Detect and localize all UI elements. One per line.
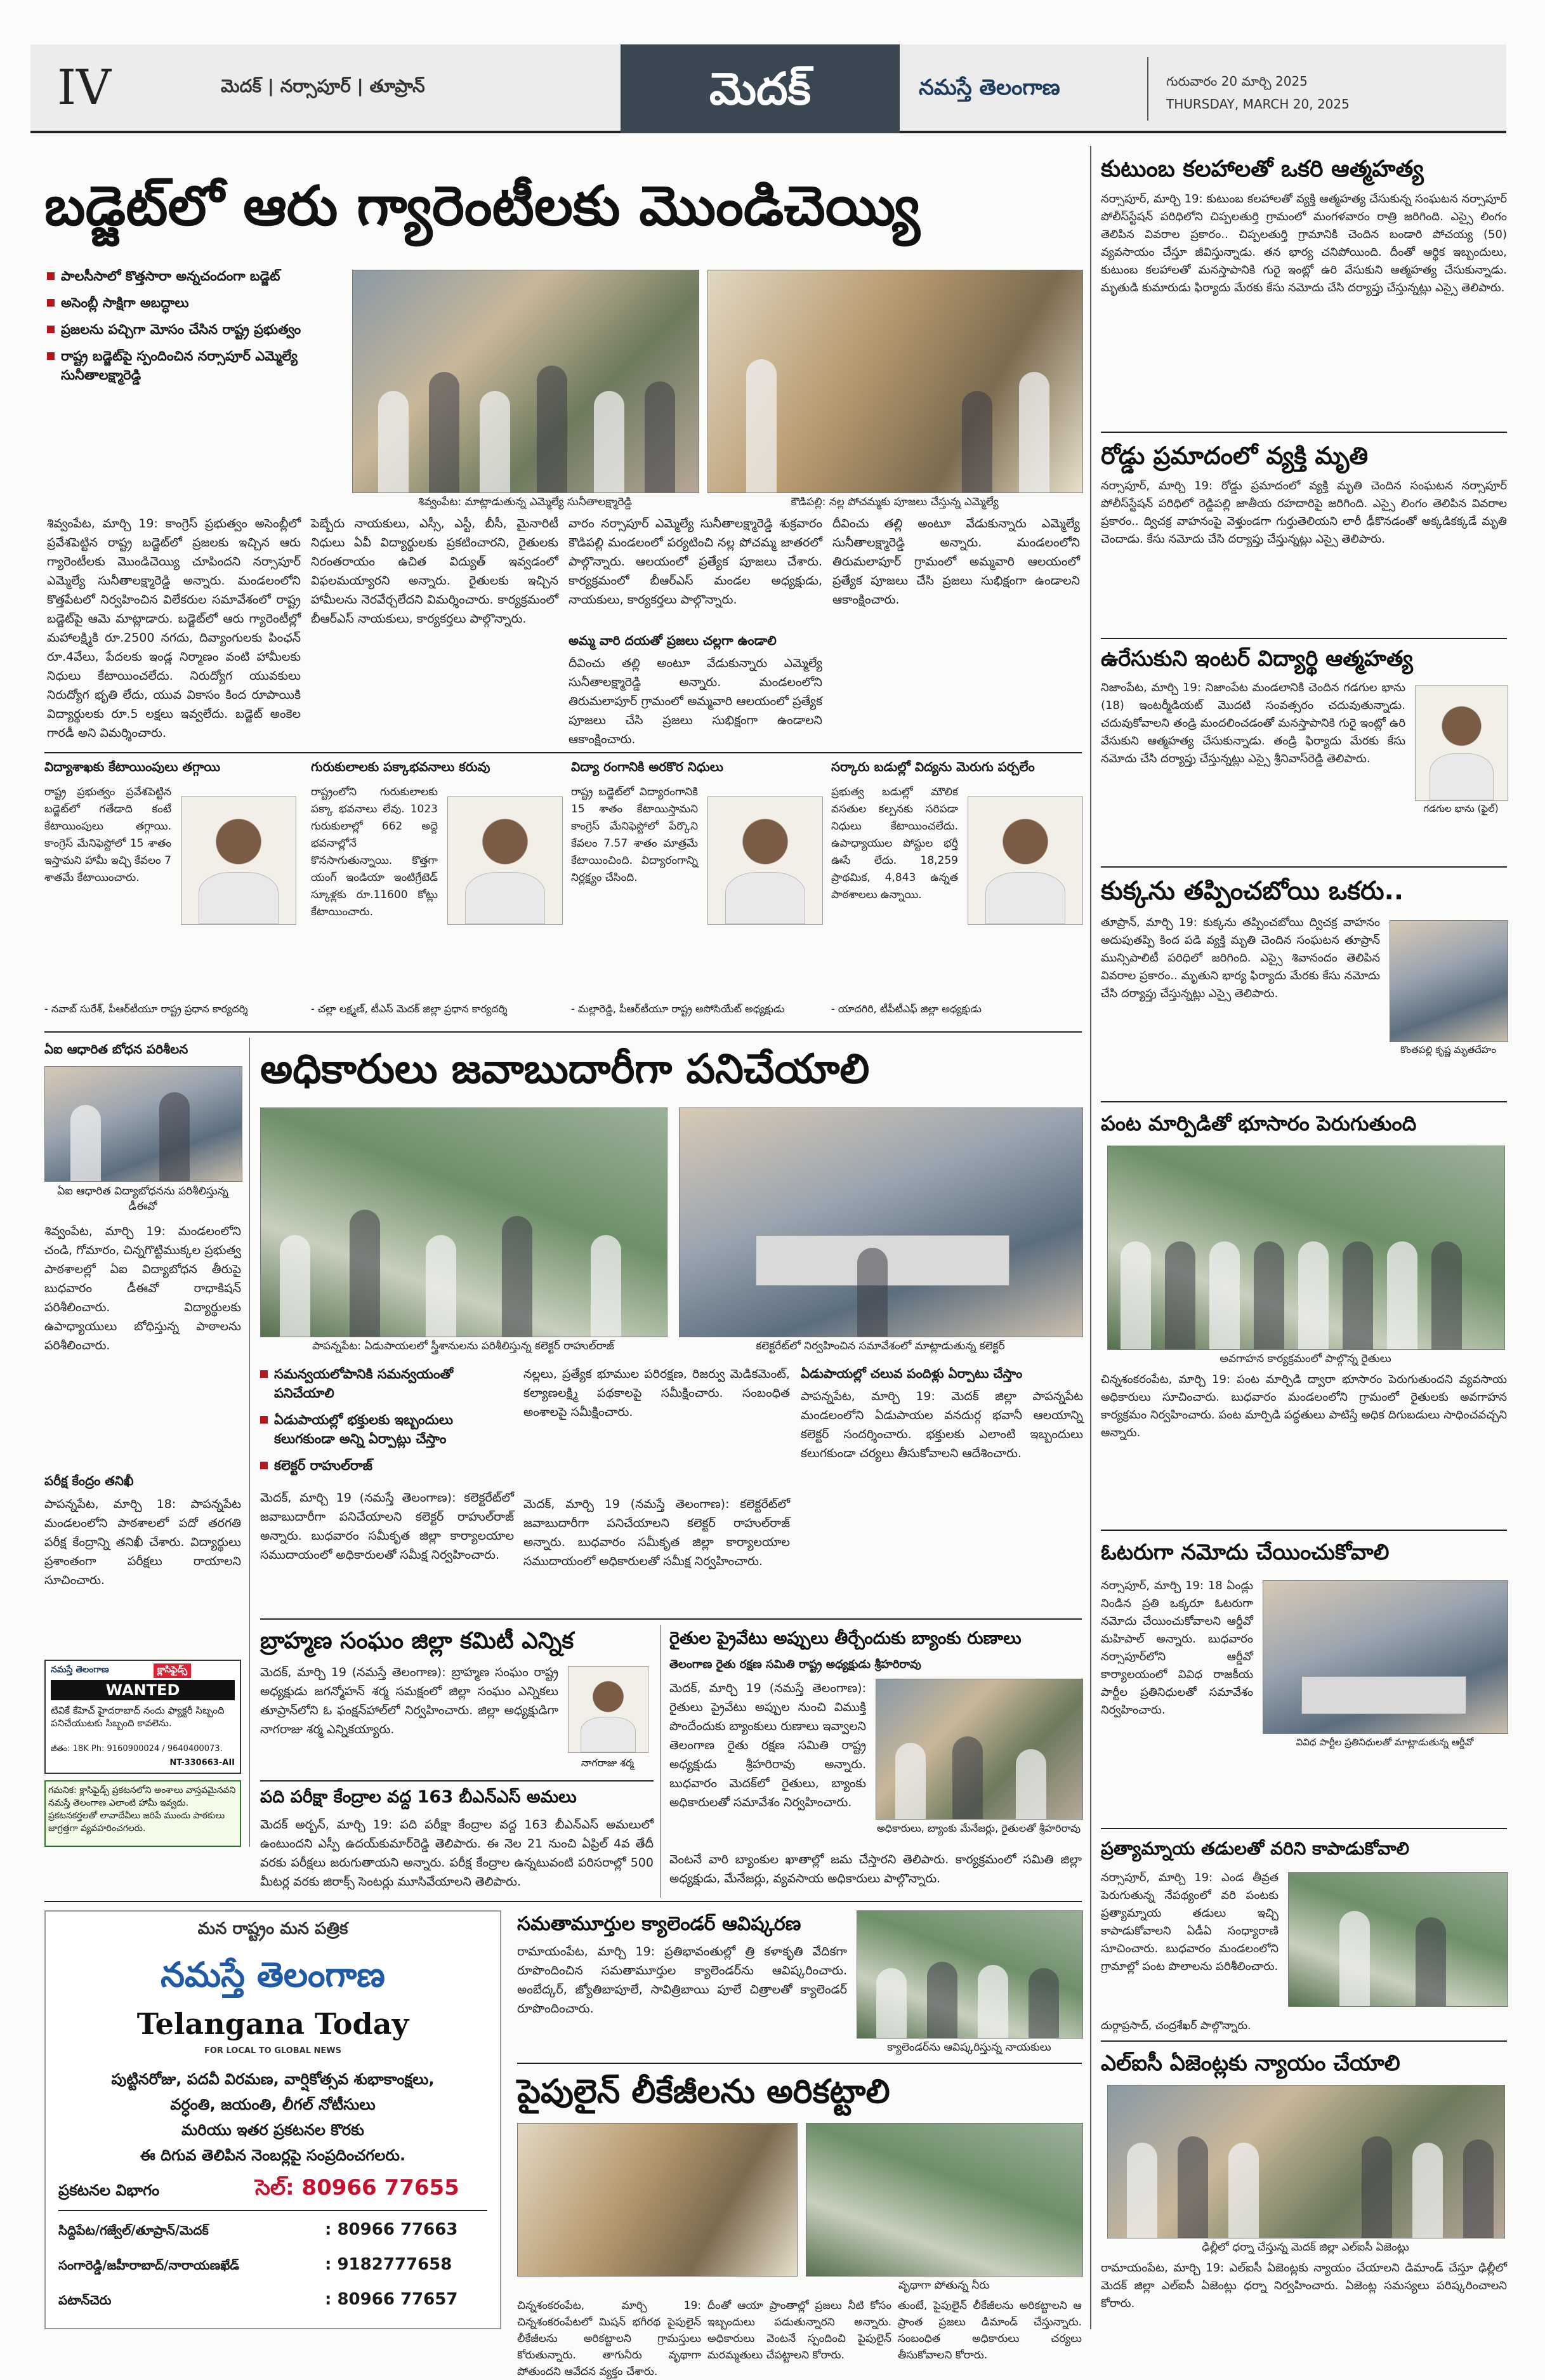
classified-tag: క్లాసిఫైడ్స్	[154, 1663, 191, 1678]
quote-portrait	[181, 797, 296, 925]
quote-text: రాష్ట్ర ప్రభుత్వం ప్రవేశపెట్టిన బడ్జెట్‌లో గతేడాది కంటే కేటాయింపులు తగ్గాయి. కాంగ్రెస్ మేనిఫెస్టోలో 15 శాతం ఇస్తామని హామీ ఇచ్చి కేవలం 7 శాతమే కేటాయించారు.	[44, 786, 171, 884]
right-story8-caption: ఢిల్లీలో ధర్నా చేస్తున్న మెదక్ జిల్లా ఎల్‌ఐసీ ఏజెంట్లు	[1202, 2241, 1409, 2254]
photo-figure	[927, 1962, 957, 2038]
photo-figure	[70, 1105, 101, 1181]
right-story4-headline: కుక్కను తప్పించబోయి ఒకరు..	[1101, 876, 1404, 906]
quote-heading: విద్యా రంగానికి అరకొర నిధులు	[571, 759, 723, 774]
quote-box-1	[44, 758, 298, 1025]
promo-tagline: మన రాష్ట్రం మన పత్రిక	[197, 1919, 348, 1938]
officials-bullets	[260, 1365, 514, 1483]
loans-caption: అధికారులు, బ్యాంకు మేనేజర్లు, రైతులతో శ్రీహరిరావు	[876, 1822, 1081, 1834]
section-rule	[1101, 866, 1507, 868]
officials-subhead: ఏడుపాయల్లో చలువ పందిళ్లు ఏర్పాటు చేస్తాం	[801, 1366, 1023, 1381]
right-story1-headline: కుటుంబ కలహాలతో ఒకరి ఆత్మహత్య	[1101, 156, 1424, 182]
photo-figure	[857, 1248, 888, 1337]
bullet-marker	[47, 352, 55, 360]
section-rule	[1101, 1101, 1507, 1102]
photo-figure	[978, 1965, 1008, 2038]
officials-text2b: మెదక్, మార్చి 19 (నమస్తే తెలంగాణ): కలెక్టరేట్‌లో జవాబుదారీగా పనిచేయాలని కలెక్టర్ రాహుల్‌రాజ్ అన్నారు. బుధవారం సమీకృత జిల్లా కార్యాలయాల సముదాయంలో అధికారులతో సమీక్ష నిర్వహించారు.	[523, 1497, 790, 1568]
officials-photo-site-visit	[260, 1107, 667, 1337]
ai-story-photo	[44, 1066, 242, 1182]
classified-ref: NT-330663-AII	[169, 1758, 235, 1768]
pipeline-text1: చిన్నశంకరంపేట, మార్చి 19: చిన్నశంకరంపేటలో మిషన్ భగీరథ పైపులైన్ లీకేజీలను అరికట్టాలని గ్రామస్తులు కోరుతున్నారు. తాగునీరు వృథాగా పోతుందని ఆవేదన వ్యక్తం చేశారు.	[517, 2299, 701, 2378]
photo-figure	[645, 381, 675, 493]
photo-figure	[1127, 2143, 1157, 2238]
classified-text: టివికే కేహెచ్ హైదరాబాద్ నందు ఫ్యాక్టరీ సిబ్బంది పనిచేయుటకు సిబ్బంది కావలెను.	[51, 1705, 225, 1729]
exams-text: మెదక్ అర్బన్, మార్చి 19: పది పరీక్షా కేంద్రాల వద్ద 163 బీఎన్‌ఎస్ అమలులో ఉంటుందని ఎస్పీ ఉదయ్‌కుమార్‌రెడ్డి తెలిపారు. ఈ నెల 21 నుంచి ఏప్రిల్ 4వ తేదీ వరకు పరీక్షలు జరుగుతాయని అన్నారు. పరీక్ష కేంద్రాల ఉన్నటువంటి పరిసరాల్లో 500 మీటర్ల వరకు జిరాక్స్ సెంటర్లు మూసివేయాలని తెలిపారు.	[260, 1818, 654, 1889]
quote-author: - నవాబ్ సురేశ్, పీఆర్‌టీయూ రాష్ట్ర ప్రధాన కార్యదర్శి	[44, 1003, 248, 1015]
exams-headline: పది పరీక్షా కేంద్రాల వద్ద 163 బీఎన్‌ఎస్ అమలు	[260, 1787, 577, 1807]
lead-bullet: పాలసీసాలో కొత్తసారా అన్నచందంగా బడ్జెట్	[47, 267, 326, 286]
ai-story-subtext: పాపన్నపేట, మార్చి 18: పాపన్నపేట మండలంలోని పాఠశాలలో పదో తరగతి పరీక్ష కేంద్రాన్ని తనిఖీ చేశారు. విద్యార్థులు ప్రశాంతంగా పరీక్షలు రాయాలని సూచించారు.	[44, 1497, 241, 1587]
photo-figure	[1165, 1241, 1195, 1349]
promo-contact-row	[58, 2220, 487, 2248]
photo-figure	[1209, 1241, 1240, 1349]
lead-bullet: ప్రజలను పచ్చిగా మోసం చేసిన రాష్ట్ర ప్రభుత్వం	[47, 320, 326, 339]
photo-figure	[159, 1092, 190, 1181]
quote-box-3	[571, 758, 825, 1025]
ai-story-text: శివ్వంపేట, మార్చి 19: మండలంలోని చండి, గోమారం, చిన్నగొట్టిముక్కల ప్రభుత్వ పాఠశాలల్లో ఏఐ విద్యాబోధన తీరుపై బుధవారం డీఈవో రాధాకిషన్ పరిశీలించారు. విద్యార్థులకు ఉపాధ్యాయులు బోధిస్తున్న పాఠాలను పరిశీలించారు.	[44, 1224, 241, 1352]
right-story6-headline: ఓటరుగా నమోదు చేయించుకోవాలి	[1101, 1540, 1390, 1565]
quote-text: రాష్ట్రంలోని గురుకులాలకు పక్కా భవనాలు లేవు. 1023 గురుకులాల్లో 662 అద్దె భవనాల్లోనే కొనసాగుతున్నాయి. కొత్తగా యంగ్ ఇండియా ఇంటిగ్రేటెడ్ స్కూళ్లకు రూ.11600 కోట్లు కేటాయించారు.	[311, 786, 438, 918]
lead-photo-temple-puja	[707, 270, 1083, 493]
ai-story-heading: ఏఐ ఆధారిత బోధన పరిశీలన	[44, 1041, 188, 1057]
photo-figure	[350, 1210, 380, 1337]
right-story6-text: నర్సాపూర్, మార్చి 19: 18 ఏండ్లు నిండిన ప్రతి ఒక్కరూ ఓటరుగా నమోదు చేయించుకోవాలని ఆర్డీవో మహిపాల్ అన్నారు. బుధవారం నర్సాపూర్‌లోని ఆర్డీవో కార్యాలయంలో వివిధ రాజకీయ పార్టీల ప్రతినిధులతో సమావేశం నిర్వహించారు.	[1101, 1579, 1253, 1717]
right-column-divider	[1090, 146, 1091, 2329]
officials-bullet: కలెక్టర్ రాహుల్‌రాజ్	[260, 1456, 514, 1475]
photo-figure	[1019, 372, 1049, 493]
right-story6-photo	[1263, 1580, 1508, 1734]
section-rule	[1101, 2040, 1507, 2042]
promo-contact-place: సిద్దిపేట/గజ్వేల్/తూప్రాన్/మెదక్	[58, 2223, 209, 2238]
lead-text-col1: శివ్వంపేట, మార్చి 19: కాంగ్రెస్ ప్రభుత్వం అసెంబ్లీలో ప్రవేశపెట్టిన రాష్ట్ర బడ్జెట్‌లో ప్రజలకు ఇచ్చిన ఆరు గ్యారెంటీలకు మొండిచెయ్యి చూపిందని నర్సాపూర్ ఎమ్మెల్యే సునీతాలక్ష్మారెడ్డి అన్నారు. మండలంలోని కొత్తపేటలో నిర్వహించిన విలేకరుల సమావేశంలో రాష్ట్ర బడ్జెట్‌పై ఆమె మాట్లాడారు. బడ్జెట్‌లో ఆరు గ్యారెంటీల్లో మహాలక్ష్మికి రూ.2500 నగదు, దివ్యాంగులకు పింఛన్ రూ.4వేలు, పేదలకు ఇండ్ల నిర్మాణం వంటి హామీలకు నిధులు కేటాయించలేదు. నిరుద్యోగ యువకులు నిరుద్యోగ భృతి లేదు, యువ వికాసం కింద రూపాయికి విద్యార్థులకు రూ.5 లక్షలు ఇవ్వలేదు. బడ్జెట్ అంకెల గారడీ అని విమర్శించారు.	[47, 517, 301, 740]
photo-figure	[1463, 2139, 1494, 2238]
photo-figure	[895, 1743, 926, 1819]
loans-text2: వెంటనే వారి బ్యాంకుల ఖాతాల్లో జమ చేస్తారని తెలిపారు. కార్యక్రమంలో సమితి జిల్లా అధ్యక్షుడు, మేనేజర్లు, వ్యవసాయ అధికారులు పాల్గొన్నారు.	[669, 1853, 1082, 1886]
district-title: మెదక్	[709, 63, 812, 115]
quote-text: రాష్ట్ర బడ్జెట్‌లో విద్యారంగానికి 15 శాతం కేటాయిస్తామని కాంగ్రెస్ మేనిఫెస్టోలో పేర్కొని కేవలం 7.57 శాతం మాత్రమే కేటాయించింది. విద్యారంగాన్ని నిర్లక్ష్యం చేసింది.	[571, 786, 698, 884]
ai-story	[44, 1041, 241, 1847]
calendar-text: రామాయంపేట, మార్చి 19: ప్రతిభావంతుల్లో త్రి కళాకృతి వేదికగా రూపొందించిన సమతామూర్తుల క్యాలెండర్‌ను ఆవిష్కరించారు. అంబేద్కర్, జ్యోతిబాపూలే, సావిత్రిబాయి పూలే చిత్రాలతో క్యాలెండర్ రూపొందించారు.	[517, 1945, 847, 2016]
right-story3-caption: గడగుల భాను (ఫైల్)	[1423, 803, 1499, 814]
lead-headline: బడ్జెట్‌లో ఆరు గ్యారెంటీలకు మొండిచెయ్యి	[44, 175, 920, 238]
classified-ad	[44, 1660, 241, 1774]
lead-subhead: అమ్మ వారి దయతో ప్రజలు చల్లగా ఉండాలి	[569, 633, 777, 648]
date-english: THURSDAY, MARCH 20, 2025	[1166, 96, 1350, 112]
promo-english-tag: FOR LOCAL TO GLOBAL NEWS	[204, 2046, 341, 2056]
lead-bullets	[47, 267, 326, 392]
right-story8-text: రామాయంపేట, మార్చి 19: ఎల్‌ఐసీ ఏజెంట్లకు న్యాయం చేయాలని డిమాండ్ చేస్తూ ఢిల్లీలో మెదక్ జిల్లా ఎల్‌ఐసీ ఏజెంట్లు ధర్నా నిర్వహించారు. ఏజెంట్ల సమస్యలు పరిష్కరించాలని కోరారు.	[1101, 2261, 1507, 2310]
photo-figure	[502, 1216, 532, 1337]
section-rule	[44, 1901, 1082, 1902]
photo-figure	[1387, 1241, 1417, 1349]
photo-figure	[378, 391, 409, 493]
photo-figure	[591, 1235, 621, 1337]
quote-box-2	[311, 758, 565, 1025]
brahmin-text: మెదక్, మార్చి 19 (నమస్తే తెలంగాణ): బ్రాహ్మణ సంఘం రాష్ట్ర అధ్యక్షుడు జగన్మోహన్ శర్మ సమక్షంలో జిల్లా సంఘం ఎన్నికలు తూప్రాన్‌లోని ఓ ఫంక్షన్‌హాల్‌లో నిర్వహించారు. జిల్లా అధ్యక్షుడిగా నాగరాజు శర్మ ఎన్నికయ్యారు.	[260, 1665, 558, 1736]
quote-author: - మల్లారెడ్డి, పీఆర్‌టీయూ రాష్ట్ర అసోసియేట్ అధ్యక్షుడు	[571, 1003, 785, 1015]
photo-figure	[480, 391, 510, 493]
right-story7-photo	[1288, 1872, 1508, 2007]
officials-photo2-caption: కలెక్టరేట్‌లో నిర్వహించిన సమావేశంలో మాట్లాడుతున్న కలెక్టర్	[756, 1340, 1005, 1352]
promo-line2: వర్ధంతి, జయంతి, లీగల్ నోటీసులు	[170, 2096, 376, 2113]
lead-photo2-caption: కౌడిపల్లి: నల్ల పోచమ్మకు పూజలు చేస్తున్న ఎమ్మెల్యే	[791, 496, 999, 508]
photo-figure	[1121, 1241, 1151, 1349]
quote-author: - యాదగిరి, టీపీటీఎఫ్ జిల్లా అధ్యక్షుడు	[831, 1003, 982, 1015]
right-story4-caption: కొంతపల్లి కృష్ణ మృతదేహం	[1400, 1044, 1496, 1055]
classified-notice: గమనిక: క్లాసిఫైడ్స్ ప్రకటనలోని అంశాలు వాస్తవమైనవని నమస్తే తెలంగాణ ఎలాంటి హామీ ఇవ్వదు. ప్రకటనకర్తలతో లావాదేవీలు జరిపే ముందు పాఠకులు జాగ్రత్తగా వ్యవహరించగలరు.	[44, 1780, 241, 1847]
classified-logo: నమస్తే తెలంగాణ	[51, 1665, 109, 1675]
promo-contact-row	[58, 2292, 487, 2318]
promo-contact-place: పటాన్‌చెరు	[58, 2292, 112, 2308]
photo-figure	[537, 366, 567, 493]
right-story5-text: చిన్నశంకరంపేట, మార్చి 19: పంట మార్పిడి ద్వారా భూసారం పెరుగుతుందని వ్యవసాయ అధికారులు సూచించారు. బుధవారం మండలంలోని గ్రామంలో రైతులకు అవగాహన కార్యక్రమం నిర్వహించారు. పంట మార్పిడి పద్ధతులు పాటిస్తే అధిక దిగుబడులు సాధించవచ్చని అన్నారు.	[1101, 1373, 1507, 1439]
promo-paper-logo: నమస్తే తెలంగాణ	[161, 1955, 385, 1995]
right-story8-photo	[1107, 2085, 1505, 2238]
lead-bullet: అసెంబ్లీ సాక్షిగా అబద్ధాలు	[47, 293, 326, 312]
right-story3-photo	[1415, 685, 1508, 801]
pipeline-text2: దీంతో ఆయా ప్రాంతాల్లో ప్రజలు నీటి కోసం ఇబ్బందులు పడుతున్నారని అన్నారు. అధికారులు వెంటనే స్పందించి పైపులైన్ మరమ్మతులు చేపట్టాలని కోరారు.	[707, 2299, 891, 2362]
right-story4-photo	[1390, 920, 1508, 1042]
right-story2-headline: రోడ్డు ప్రమాదంలో వ్యక్తి మృతి	[1101, 442, 1369, 470]
loans-text: మెదక్, మార్చి 19 (నమస్తే తెలంగాణ): రైతులు ప్రైవేటు అప్పుల నుంచి విముక్తి పొందేందుకు బ్యాంకులు రుణాలు ఇవ్వాలని తెలంగాణ రైతు రక్షణ సమితి రాష్ట్ర అధ్యక్షుడు శ్రీహరిరావు అన్నారు. బుధవారం మెదక్‌లో రైతులు, బ్యాంకు అధికారులతో సమావేశం నిర్వహించారు.	[669, 1681, 866, 1809]
section-rule	[517, 2063, 1082, 2064]
pipeline-photo-2	[806, 2123, 1083, 2277]
photo-figure	[952, 1736, 983, 1819]
officials-photo-meeting	[679, 1107, 1083, 1337]
promo-ad	[44, 1910, 501, 2329]
masthead	[30, 44, 1506, 133]
date-telugu: గురువారం 20 మార్చి 2025	[1166, 74, 1308, 89]
ai-story-caption: ఏఐ ఆధారిత విద్యాబోధనను పరిశీలిస్తున్న డీఈవో	[57, 1185, 228, 1213]
right-story5-caption: అవగాహన కార్యక్రమంలో పాల్గొన్న రైతులు	[1220, 1352, 1391, 1365]
promo-line4: ఈ దిగువ తెలిపిన నెంబర్లపై సంప్రదించగలరు.	[140, 2146, 406, 2164]
photo-figure	[1228, 2143, 1259, 2238]
section-rule	[260, 1780, 654, 1782]
page-number: IV	[57, 59, 111, 116]
section-rule	[1101, 1828, 1507, 1829]
officials-photo1-caption: పాపన్నపేట: ఏడుపాయలలో స్త్రీశానులను పరిశీలిస్తున్న కలెక్టర్ రాహుల్‌రాజ్	[312, 1340, 614, 1352]
quote-portrait	[968, 797, 1083, 925]
brahmin-headline: బ్రాహ్మణ సంఘం జిల్లా కమిటీ ఎన్నిక	[260, 1628, 574, 1654]
photo-figure	[1178, 2136, 1208, 2238]
right-story5-photo	[1107, 1146, 1505, 1350]
quote-portrait	[447, 797, 563, 925]
section-rule	[1101, 638, 1507, 639]
photo-figure	[1029, 1968, 1059, 2038]
officials-text1: మెదక్, మార్చి 19 (నమస్తే తెలంగాణ): కలెక్టరేట్‌లో జవాబుదారీగా పనిచేయాలని కలెక్టర్ రాహుల్‌రాజ్ అన్నారు. బుధవారం సమీకృత జిల్లా కార్యాలయాల సముదాయంలో అధికారులతో సమీక్ష నిర్వహించారు.	[260, 1491, 514, 1562]
left-column-divider	[249, 1038, 250, 1847]
quote-author: - చల్లా లక్ష్మణ్, టీఎస్ మెదక్ జిల్లా ప్రధాన కార్యదర్శి	[311, 1003, 508, 1015]
classified-salary: జీతం: 18K Ph: 9160900024 / 9640400073.	[51, 1744, 223, 1754]
promo-line1: పుట్టినరోజు, పదవీ విరమణ, వార్షికోత్సవ శుభాకాంక్షలు,	[111, 2070, 435, 2088]
right-story4-text: తూప్రాన్, మార్చి 19: కుక్కను తప్పించబోయి ద్విచక్ర వాహనం అదుపుతప్పి కింద పడి వ్యక్తి మృతి చెందిన సంఘటన తూప్రాన్ మున్సిపాలిటీ పరిధిలో జరిగింది. ఎస్సై శివానందం తెలిపిన వివరాల ప్రకారం.. మృతుని భార్య ఫిర్యాదు మేరకు కేసు నమోదు చేసి దర్యాప్తు చేస్తున్నట్లు ఎస్సై తెలిపారు.	[1101, 916, 1380, 1000]
photo-figure	[1254, 1241, 1284, 1349]
officials-bullet: ఏడుపాయల్లో భక్తులకు ఇబ్బందులు కలుగకుండా అన్ని ఏర్పాట్లు చేస్తాం	[260, 1410, 514, 1448]
promo-contact-phone: : 9182777658	[325, 2255, 452, 2274]
photo-figure	[1343, 1241, 1373, 1349]
photo-figure	[280, 1235, 310, 1337]
photo-figure	[426, 1235, 456, 1337]
ai-story-subhead: పరీక్ష కేంద్రం తనిఖీ	[44, 1473, 134, 1488]
right-story7-caption: దుర్గాప్రసాద్, చంద్రశేఖర్ పాల్గొన్నారు.	[1101, 2020, 1251, 2032]
bullet-marker	[47, 326, 55, 333]
loans-headline: రైతుల ప్రైవేటు అప్పులు తీర్చేందుకు బ్యాంకు రుణాలు	[669, 1629, 1022, 1648]
right-story7-headline: ప్రత్యామ్నాయ తడులతో వరిని కాపాడుకోవాలి	[1101, 1838, 1410, 1859]
bullet-marker	[47, 299, 55, 307]
photo-figure	[429, 372, 459, 493]
district-banner	[621, 44, 900, 133]
photo-figure	[1416, 1917, 1446, 2006]
right-story8-headline: ఎల్‌ఐసీ ఏజెంట్లకు న్యాయం చేయాలి	[1101, 2051, 1400, 2076]
right-story7-text: నర్సాపూర్, మార్చి 19: ఎండ తీవ్రత పెరుగుతున్న నేపథ్యంలో వరి పంటకు ప్రత్యామ్నాయ తడులు ఇచ్చి కాపాడుకోవాలని ఏడీఏ సంధ్యారాణి సూచించారు. బుధవారం మండలంలోని గ్రామాల్లో పంట పొలాలను పరిశీలించారు.	[1101, 1871, 1279, 1973]
loans-photo	[876, 1679, 1083, 1820]
pipeline-photo-1	[517, 2123, 798, 2277]
right-story5-headline: పంట మార్పిడితో భూసారం పెరుగుతుంది	[1101, 1111, 1417, 1135]
photo-figure	[1016, 1749, 1046, 1819]
photo-figure	[746, 359, 777, 493]
classified-wanted: WANTED	[51, 1680, 235, 1700]
lead-photo1-caption: శివ్వంపేట: మాట్లాడుతున్న ఎమ్మెల్యే సునీతాలక్ష్మారెడ్డి	[417, 496, 633, 508]
right-story1-text: నర్సాపూర్, మార్చి 19: కుటుంబ కలహాలతో వ్యక్తి ఆత్మహత్య చేసుకున్న సంఘటన నర్సాపూర్ పోలీస్‌స్టేషన్ పరిధిలోని చిప్పలతుర్తి గ్రామంలో మంగళవారం రాత్రి జరిగింది. ఎస్సై లింగం తెలిపిన వివరాల ప్రకారం.. చిప్పలతుర్తి గ్రామానికి చెందిన బండారి పోచయ్య (50) వ్యవసాయం చేస్తూ జీవిస్తున్నాడు. తన భార్య చనిపోయింది. దీంతో ఆర్థిక ఇబ్బందులు, కుటుంబ కలహాలతో మనస్తాపానికి గురై ఇంట్లో ఉరి వేసుకుని ఆత్మహత్య చేసుకున్నాడు. మృతుడి కుమారుడు ఫిర్యాదు మేరకు కేసు నమోదు చేసి దర్యాప్తు చేస్తున్నట్లు ఎస్సై తెలిపారు.	[1101, 192, 1507, 294]
promo-dept: ప్రకటనల విభాగం	[58, 2181, 160, 2199]
promo-contact-phone: : 80966 77663	[325, 2220, 458, 2239]
promo-line3: మరియు ఇతర ప్రకటనల కొరకు	[181, 2121, 364, 2139]
masthead-divider	[1147, 57, 1148, 121]
promo-english-logo: Telangana Today	[136, 2007, 409, 2041]
lead-text-col3b: దీవించు తల్లి అంటూ వేడుకున్నారు ఎమ్మెల్యే సునీతాలక్ష్మారెడ్డి అన్నారు. మండలంలోని తిరుమలాపూర్ గ్రామంలో అమ్మవారి ఆలయంలో ప్రత్యేక పూజలు చేసి ప్రజలు సుభిక్షంగా ఉండాలని ఆకాంక్షించారు.	[569, 656, 822, 746]
brahmin-caption: నాగరాజు శర్మ	[581, 1757, 634, 1769]
photo-figure	[1431, 1241, 1462, 1349]
brahmin-portrait	[568, 1666, 648, 1753]
photo-figure	[1339, 1911, 1370, 2006]
bullet-marker	[47, 272, 55, 280]
section-rule	[44, 752, 1082, 753]
lead-text-col4: దీవించు తల్లి అంటూ వేడుకున్నారు ఎమ్మెల్యే సునీతాలక్ష్మారెడ్డి అన్నారు. మండలంలోని తిరుమలాపూర్ గ్రామంలో అమ్మవారి ఆలయంలో ప్రత్యేక పూజలు చేసి ప్రజలు సుభిక్షంగా ఉండాలని ఆకాంక్షించారు.	[832, 517, 1080, 607]
calendar-headline: సమతామూర్తుల క్యాలెండర్ ఆవిష్కరణ	[517, 1913, 801, 1935]
paper-name: నమస్తే తెలంగాణ	[919, 75, 1060, 100]
quote-heading: సర్కారు బడుల్లో విద్యను మెరుగు పర్చలేం	[831, 759, 1035, 774]
calendar-caption: క్యాలెండర్‌ను ఆవిష్కరిస్తున్న నాయకులు	[887, 2041, 1051, 2054]
right-story2-text: నర్సాపూర్, మార్చి 19: రోడ్డు ప్రమాదంలో వ్యక్తి మృతి చెందిన సంఘటన నర్సాపూర్ పోలీస్‌స్టేషన్ పరిధిలో రెడ్డిపల్లి జాతీయ రహదారిపై జరిగింది. ఎస్సై లింగం తెలిపిన వివరాల ప్రకారం.. ద్విచక్ర వాహనంపై వెళ్తుండగా గుర్తుతెలియని లారీ ఢీకొనడంతో అక్కడికక్కడే మృతి చెందాడు. కేసు నమోదు చేసి దర్యాప్తు చేస్తున్నట్లు ఎస్సై తెలిపారు.	[1101, 479, 1507, 546]
photo-figure	[1362, 2136, 1392, 2238]
section-rule	[260, 1618, 1082, 1620]
lead-photo-mla-speaking	[352, 270, 699, 493]
bullet-marker	[260, 1462, 268, 1469]
quote-portrait	[707, 797, 823, 925]
photo-figure	[962, 391, 992, 493]
promo-cell: సెల్: 80966 77655	[255, 2175, 459, 2200]
officials-text2: నల్లలు, ప్రత్యేక భూముల పరిరక్షణ, రిజర్వు మెడికమెంట్, కల్యాణలక్ష్మి పథకాలపై సమీక్షించారు. సంబంధిత అంశాలపై సమీక్షించారు.	[523, 1367, 790, 1419]
calendar-photo	[857, 1910, 1083, 2039]
photo-figure	[594, 391, 624, 493]
promo-contact-row	[58, 2255, 487, 2283]
photo-figure	[1298, 1241, 1329, 1349]
photo-figure	[1412, 2143, 1443, 2238]
bullet-marker	[260, 1370, 268, 1378]
quote-heading: విద్యాశాఖకు కేటాయింపులు తగ్గాయి	[44, 759, 221, 774]
promo-contact-place: సంగారెడ్డి/జహీరాబాద్/నారాయణఖేడ్	[58, 2258, 240, 2273]
promo-contact-phone: : 80966 77657	[325, 2290, 458, 2309]
mid-divider	[660, 1625, 661, 1898]
bullet-marker	[260, 1416, 268, 1424]
right-story3-text: నిజాంపేట, మార్చి 19: నిజాంపేట మండలానికి చెందిన గడగుల భాను (18) ఇంటర్మీడియట్ మొదటి సంవత్సరం చదువుతున్నాడు. చదువుకోవాలని తండ్రి మందలించడంతో మనస్తాపానికి గురై ఇంట్లో ఉరి వేసుకుని ఆత్మహత్య చేసుకున్నాడు. తండ్రి ఫిర్యాదు మేరకు కేసు నమోదు చేసి దర్యాప్తు చేస్తున్నట్లు ఎస్సై శ్రీనివాస్‌రెడ్డి తెలిపారు.	[1101, 681, 1405, 765]
pipeline-caption: వృథాగా పోతున్న నీరు	[898, 2279, 990, 2292]
meeting-table	[1301, 1676, 1466, 1714]
section-rule	[1101, 1530, 1507, 1531]
loans-subhead: తెలంగాణ రైతు రక్షణ సమితి రాష్ట్ర అధ్యక్షుడు శ్రీహరిరావు	[669, 1658, 921, 1671]
right-story3-headline: ఉరేసుకుని ఇంటర్ విద్యార్థి ఆత్మహత్య	[1101, 646, 1413, 671]
quote-heading: గురుకులాలకు పక్కాభవనాలు కరువు	[311, 759, 490, 774]
pipeline-text3: తుంటే, పైపులైన్ లీకేజీలను అరికట్టాలని ఆ ప్రాంత ప్రజలు డిమాండ్ చేస్తున్నారు. సంబంధిత అధికారులు చర్యలు తీసుకోవాలని కోరారు.	[898, 2299, 1082, 2362]
photo-figure	[876, 1968, 907, 2038]
quote-box-4	[831, 758, 1085, 1025]
lead-text-col2: పెబ్బేరు నాయకులు, ఎస్సీ, ఎస్టీ, బీసీ, మైనారిటీ నిధులు ఏవీ విద్యార్థులకు ప్రకటించారని, రైతులకు నిరంతరాయం ఉచిత విద్యుత్ ఇవ్వడంలో విఫలమయ్యారని అన్నారు. రైతులకు ఇచ్చిన హామీలను నెరవేర్చలేదని విమర్శించారు. కార్యక్రమంలో బీఆర్‌ఎస్ నాయకులు, కార్యకర్తలు పాల్గొన్నారు.	[311, 517, 558, 626]
masthead-locations: మెదక్ | నర్సాపూర్ | తూప్రాన్	[221, 76, 425, 96]
pipeline-headline: పైపులైన్ లీకేజీలను అరికట్టాలి	[517, 2073, 890, 2111]
officials-headline: అధికారులు జవాబుదారీగా పనిచేయాలి	[260, 1046, 870, 1093]
officials-text3: పాపన్నపేట, మార్చి 19: మెదక్ జిల్లా పాపన్నపేట మండలంలోని ఏడుపాయల వనదుర్గ భవానీ ఆలయాన్ని కలెక్టర్ సందర్శించారు. భక్తులకు ఎలాంటి ఇబ్బందులు కలుగకుండా చర్యలు తీసుకోవాలని ఆదేశించారు.	[801, 1389, 1083, 1460]
promo-rule	[58, 2210, 487, 2211]
section-rule	[1101, 432, 1507, 433]
lead-text-col3: వారం నర్సాపూర్ ఎమ్మెల్యే సునీతాలక్ష్మారెడ్డి శుక్రవారం కౌడిపల్లి మండలంలో పర్యటించి నల్ల పోచమ్మ జాతరలో పాల్గొన్నారు. ఆలయంలో ప్రత్యేక పూజలు చేశారు. కార్యక్రమంలో బీఆర్‌ఎస్ మండల అధ్యక్షుడు, నాయకులు, కార్యకర్తలు పాల్గొన్నారు.	[569, 517, 822, 607]
officials-bullet: సమన్వయలోపానికి సమన్వయంతో పనిచేయాలి	[260, 1365, 514, 1403]
section-rule	[44, 1031, 1082, 1033]
right-story6-caption: వివిధ పార్టీల ప్రతినిధులతో మాట్లాడుతున్న ఆర్డీవో	[1296, 1736, 1474, 1748]
lead-bullet: రాష్ట్ర బడ్జెట్‌పై స్పందించిన నర్సాపూర్ ఎమ్మెల్యే సునీతాలక్ష్మారెడ్డి	[47, 347, 326, 385]
quote-text: ప్రభుత్వ బడుల్లో మౌలిక వసతుల కల్పనకు సరిపడా నిధులు కేటాయించలేదు. ఉపాధ్యాయుల పోస్టుల భర్తీ ఊసే లేదు. 18,259 ప్రాథమిక, 4,843 ఉన్నత పాఠశాలలు ఉన్నాయి.	[831, 786, 958, 901]
